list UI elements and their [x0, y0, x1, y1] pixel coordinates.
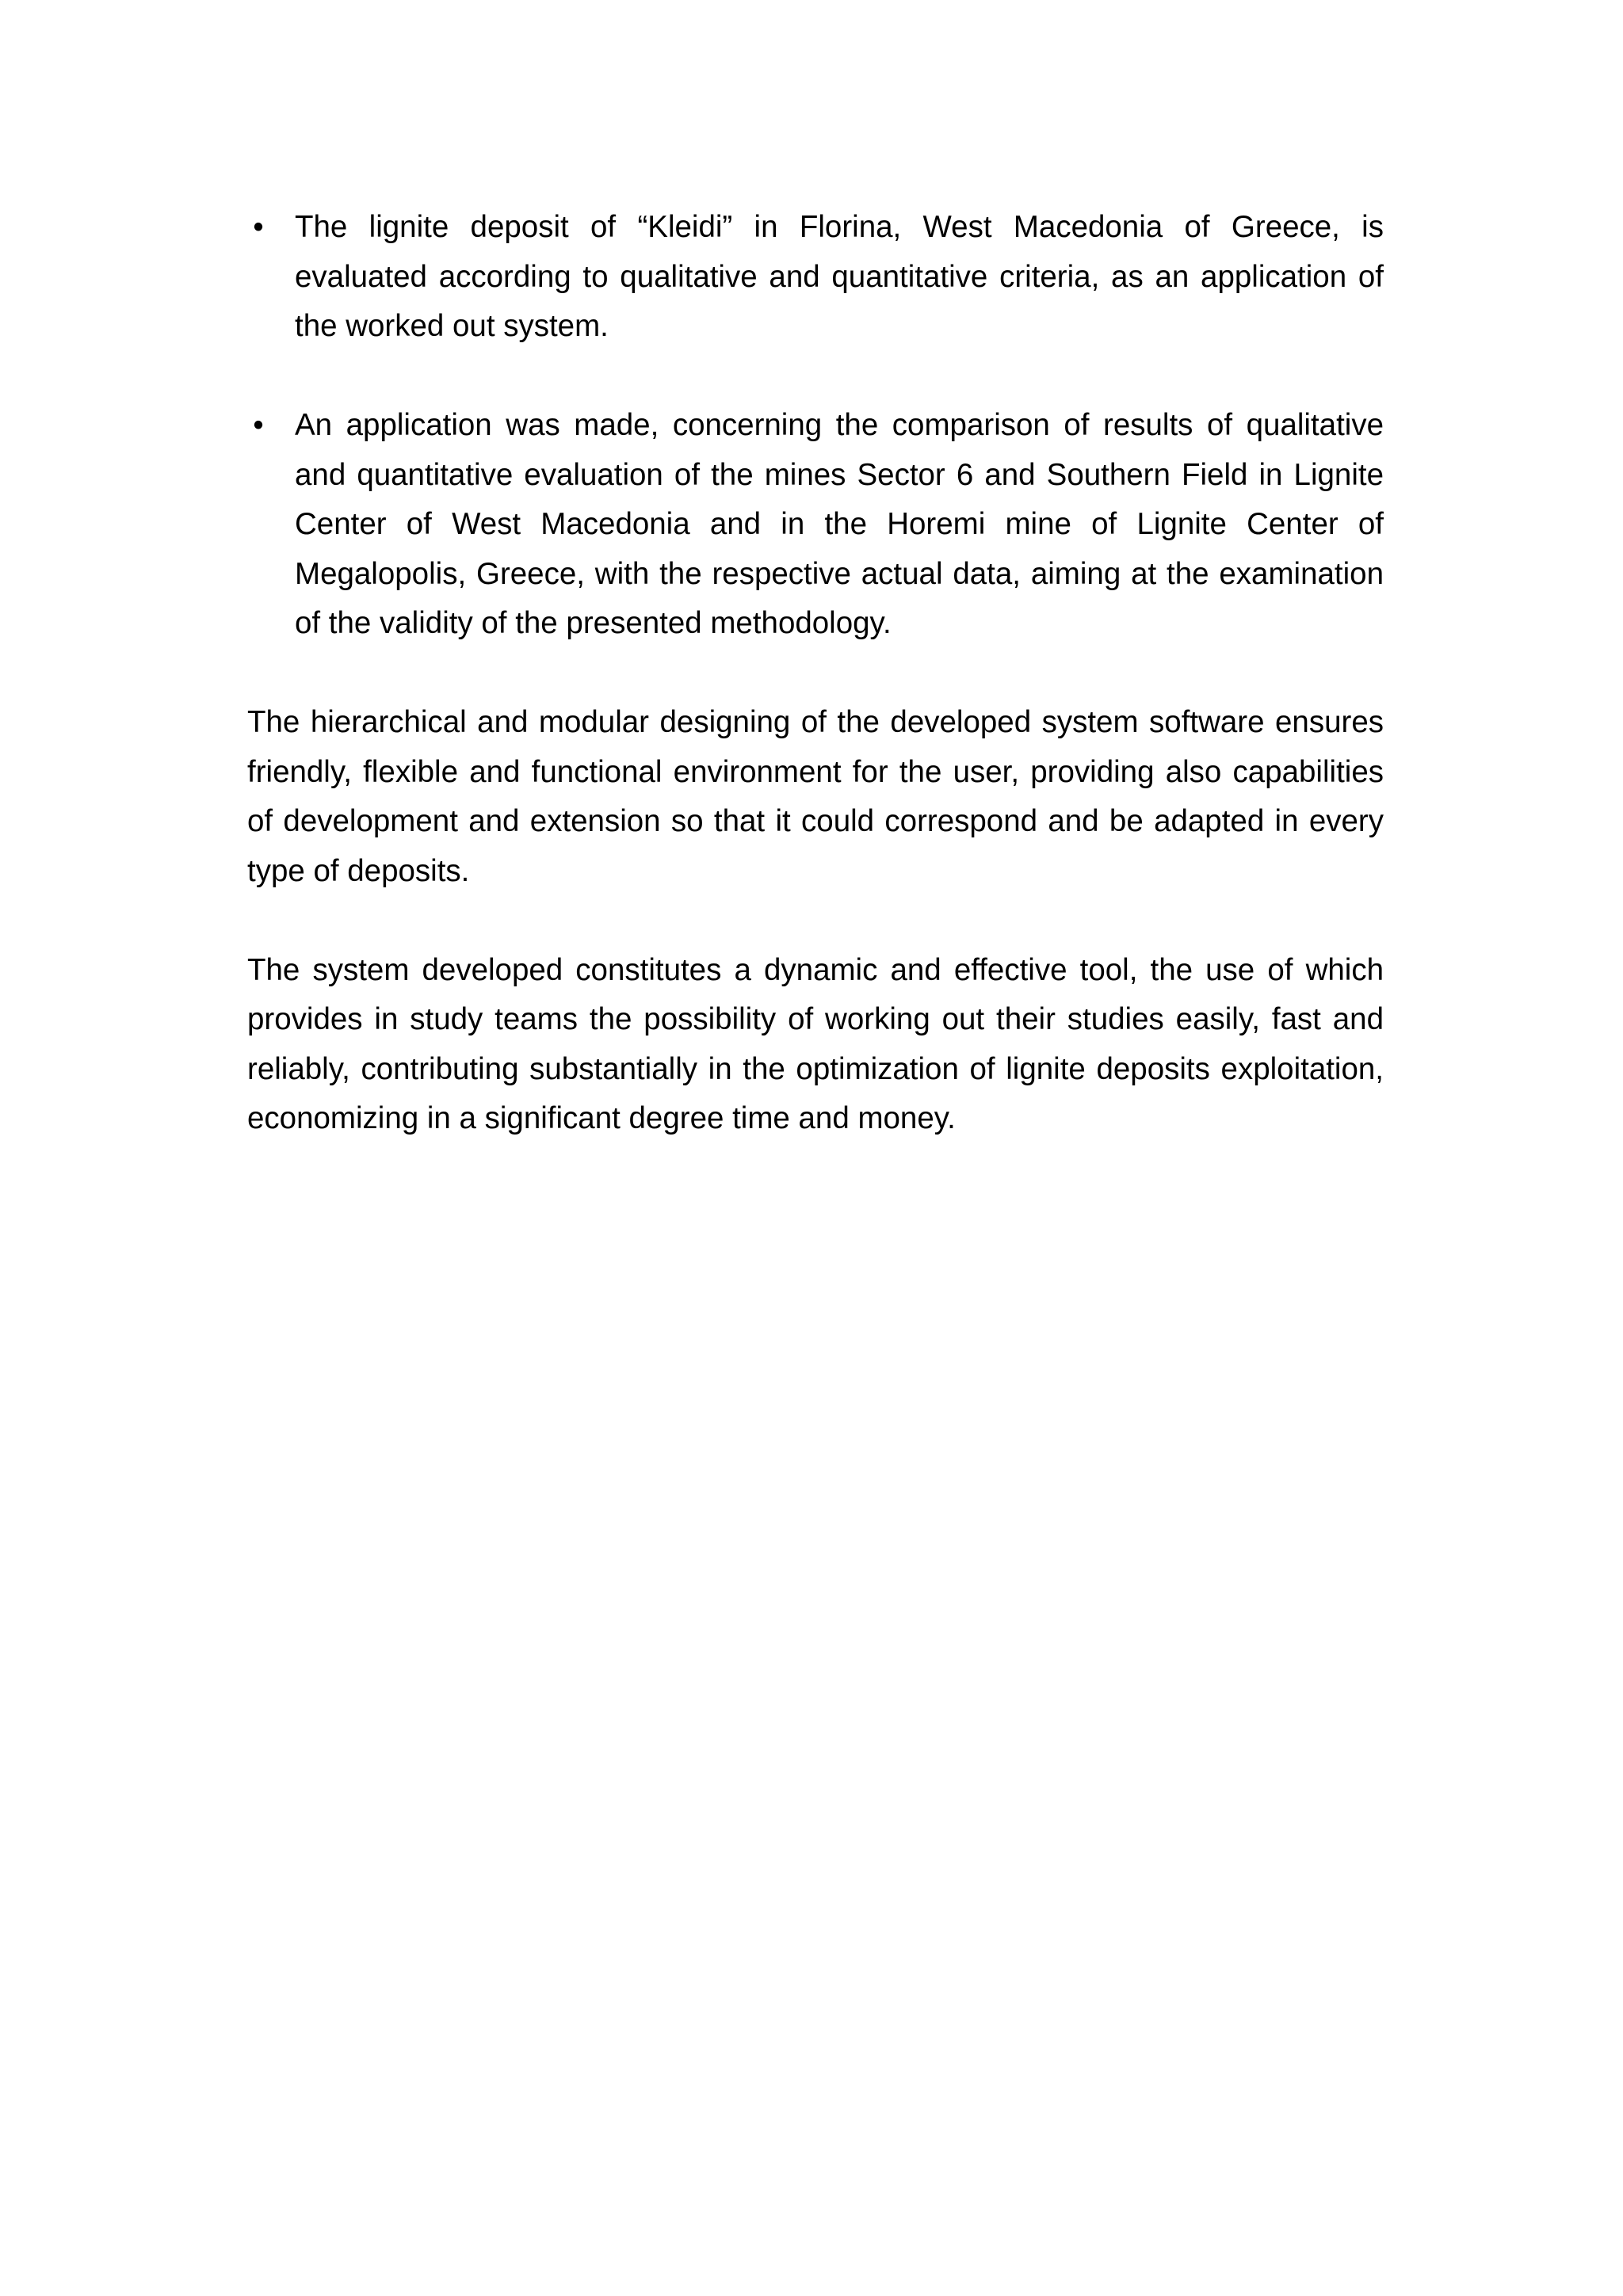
page-body	[247, 203, 1384, 1144]
paragraph-system-design: The hierarchical and modular designing of the developed system software ensures friendly, flexible and functional environment for the user, providing also capabilities of development and extension so that it could correspond and be adapted in every type of deposits.	[247, 705, 1384, 888]
bullet-icon: •	[253, 408, 264, 442]
bullet-icon: •	[253, 210, 264, 244]
bullet-item-mines-comparison	[247, 401, 1384, 649]
bullet-text: An application was made, concerning the comparison of results of qualitative and quantitative evaluation of the mines Sector 6 and Southern Field in Lignite Center of West Macedonia and in the Horemi mine of Lignite Center of Megalopolis, Greece, with the respective actual data, aiming at the examination of the validity of the presented methodology.	[295, 408, 1384, 640]
bullet-text: The lignite deposit of “Kleidi” in Florina, West Macedonia of Greece, is evaluated according to qualitative and quantitative criteria, as an application of the worked out system.	[295, 210, 1384, 343]
bullet-item-kleidi-evaluation	[247, 203, 1384, 352]
paragraph-system-benefits: The system developed constitutes a dynamic and effective tool, the use of which provides in study teams the possibility of working out their studies easily, fast and reliably, contributing substantially in the optimization of lignite deposits exploitation, economizing in a significant degree time and money.	[247, 952, 1384, 1135]
